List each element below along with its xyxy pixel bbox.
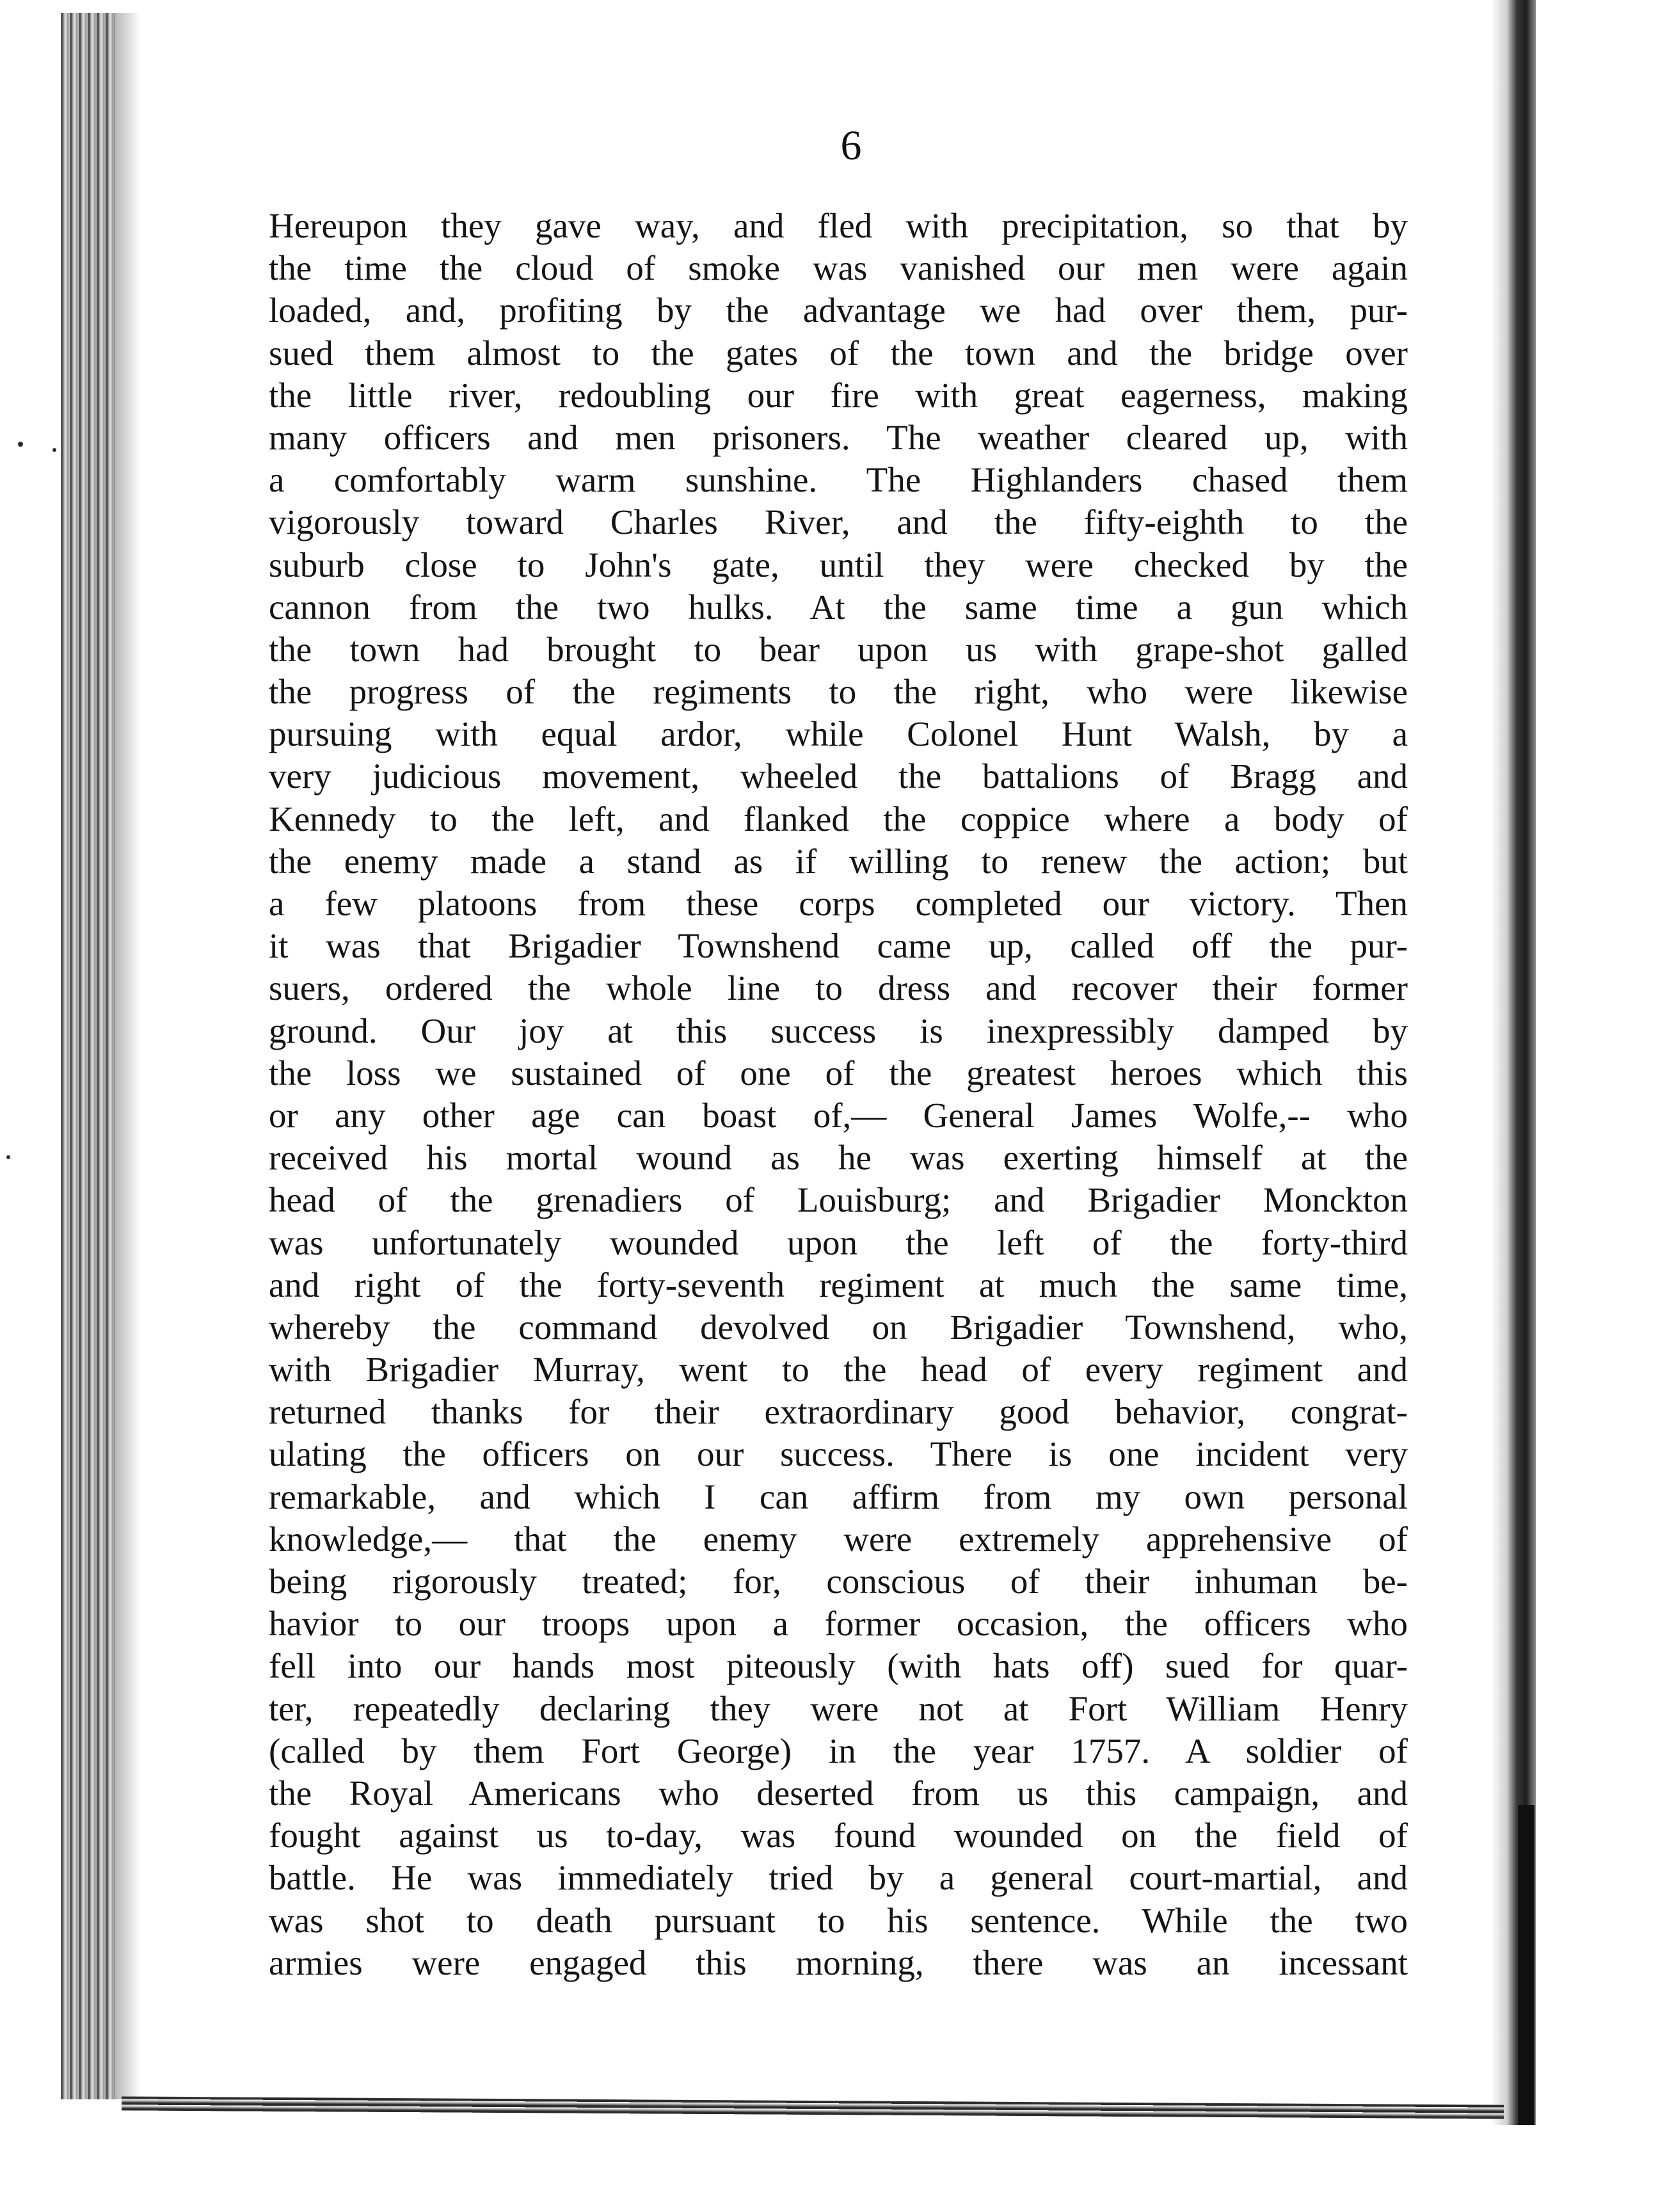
book-binding-edge — [61, 13, 118, 2099]
text-line: the Royal Americans who deserted from us this campaign, and — [269, 1773, 1408, 1813]
text-line: pursuing with equal ardor, while Colonel Hunt Walsh, by a — [269, 714, 1408, 754]
text-line: or any other age can boast of,— General James Wolfe,-- who — [269, 1095, 1408, 1135]
text-line: fought against us to-day, was found wounded on the field of — [269, 1816, 1408, 1855]
text-line: ground. Our joy at this success is inexpressibly damped by — [269, 1011, 1408, 1050]
text-line: Hereupon they gave way, and fled with precipitation, so that by — [269, 206, 1408, 245]
text-line: the time the cloud of smoke was vanished our men were again — [269, 248, 1408, 288]
text-line: knowledge,— that the enemy were extremely apprehensive of — [269, 1519, 1408, 1559]
text-line: battle. He was immediately tried by a general court-martial, and — [269, 1858, 1408, 1898]
text-line: a comfortably warm sunshine. The Highlanders chased them — [269, 460, 1408, 500]
binding-shadow — [115, 13, 141, 2099]
text-line: remarkable, and which I can affirm from my own personal — [269, 1477, 1408, 1516]
text-line: suburb close to John's gate, until they were checked by the — [269, 545, 1408, 584]
text-line: (called by them Fort George) in the year 1757. A soldier of — [269, 1731, 1408, 1770]
text-line: head of the grenadiers of Louisburg; and Brigadier Monckton — [269, 1180, 1408, 1220]
text-line: received his mortal wound as he was exerting himself at the — [269, 1138, 1408, 1178]
text-line: the progress of the regiments to the right, who were likewise — [269, 672, 1408, 712]
text-line: with Brigadier Murray, went to the head of every regiment and — [269, 1350, 1408, 1390]
scan-speck — [18, 442, 23, 447]
page-number: 6 — [840, 122, 862, 169]
scan-speck — [6, 1155, 10, 1159]
text-line: and right of the forty-seventh regiment at much the same time, — [269, 1265, 1408, 1304]
body-text — [269, 205, 1408, 1984]
text-line: returned thanks for their extraordinary good behavior, congrat- — [269, 1392, 1408, 1432]
text-line: was shot to death pursuant to his sentence. While the two — [269, 1900, 1408, 1940]
scan-speck — [52, 448, 56, 452]
text-line: the town had brought to bear upon us with grape-shot galled — [269, 629, 1408, 669]
text-line: vigorously toward Charles River, and the fifty-eighth to the — [269, 502, 1408, 542]
text-line: suers, ordered the whole line to dress and recover their former — [269, 968, 1408, 1008]
text-line: the enemy made a stand as if willing to renew the action; but — [269, 841, 1408, 881]
text-line: whereby the command devolved on Brigadier Townshend, who, — [269, 1307, 1408, 1347]
text-line: loaded, and, profiting by the advantage we had over them, pur- — [269, 291, 1408, 330]
text-line: being rigorously treated; for, conscious of their inhuman be- — [269, 1562, 1408, 1601]
text-line: armies were engaged this morning, there was an incessant — [269, 1943, 1408, 1982]
page-bottom-edge — [122, 2096, 1504, 2119]
text-line: ter, repeatedly declaring they were not at Fort William Henry — [269, 1688, 1408, 1728]
text-line: fell into our hands most piteously (with hats off) sued for quar- — [269, 1646, 1408, 1686]
text-line: cannon from the two hulks. At the same time a gun which — [269, 587, 1408, 627]
text-line: was unfortunately wounded upon the left of the forty-third — [269, 1222, 1408, 1262]
text-line: the loss we sustained of one of the greatest heroes which this — [269, 1053, 1408, 1093]
text-line: many officers and men prisoners. The weather cleared up, with — [269, 417, 1408, 457]
text-line: very judicious movement, wheeled the battalions of Bragg and — [269, 757, 1408, 796]
text-line: a few platoons from these corps completed our victory. Then — [269, 884, 1408, 923]
text-line: Kennedy to the left, and flanked the coppice where a body of — [269, 799, 1408, 838]
text-line: it was that Brigadier Townshend came up, called off the pur- — [269, 926, 1408, 966]
text-line: havior to our troops upon a former occasion, the officers who — [269, 1604, 1408, 1644]
text-line: ulating the officers on our success. There is one incident very — [269, 1434, 1408, 1474]
text-line: sued them almost to the gates of the town and the bridge over — [269, 333, 1408, 373]
page-right-edge-dark-band — [1518, 1805, 1534, 2125]
text-line: the little river, redoubling our fire with great eagerness, making — [269, 375, 1408, 415]
